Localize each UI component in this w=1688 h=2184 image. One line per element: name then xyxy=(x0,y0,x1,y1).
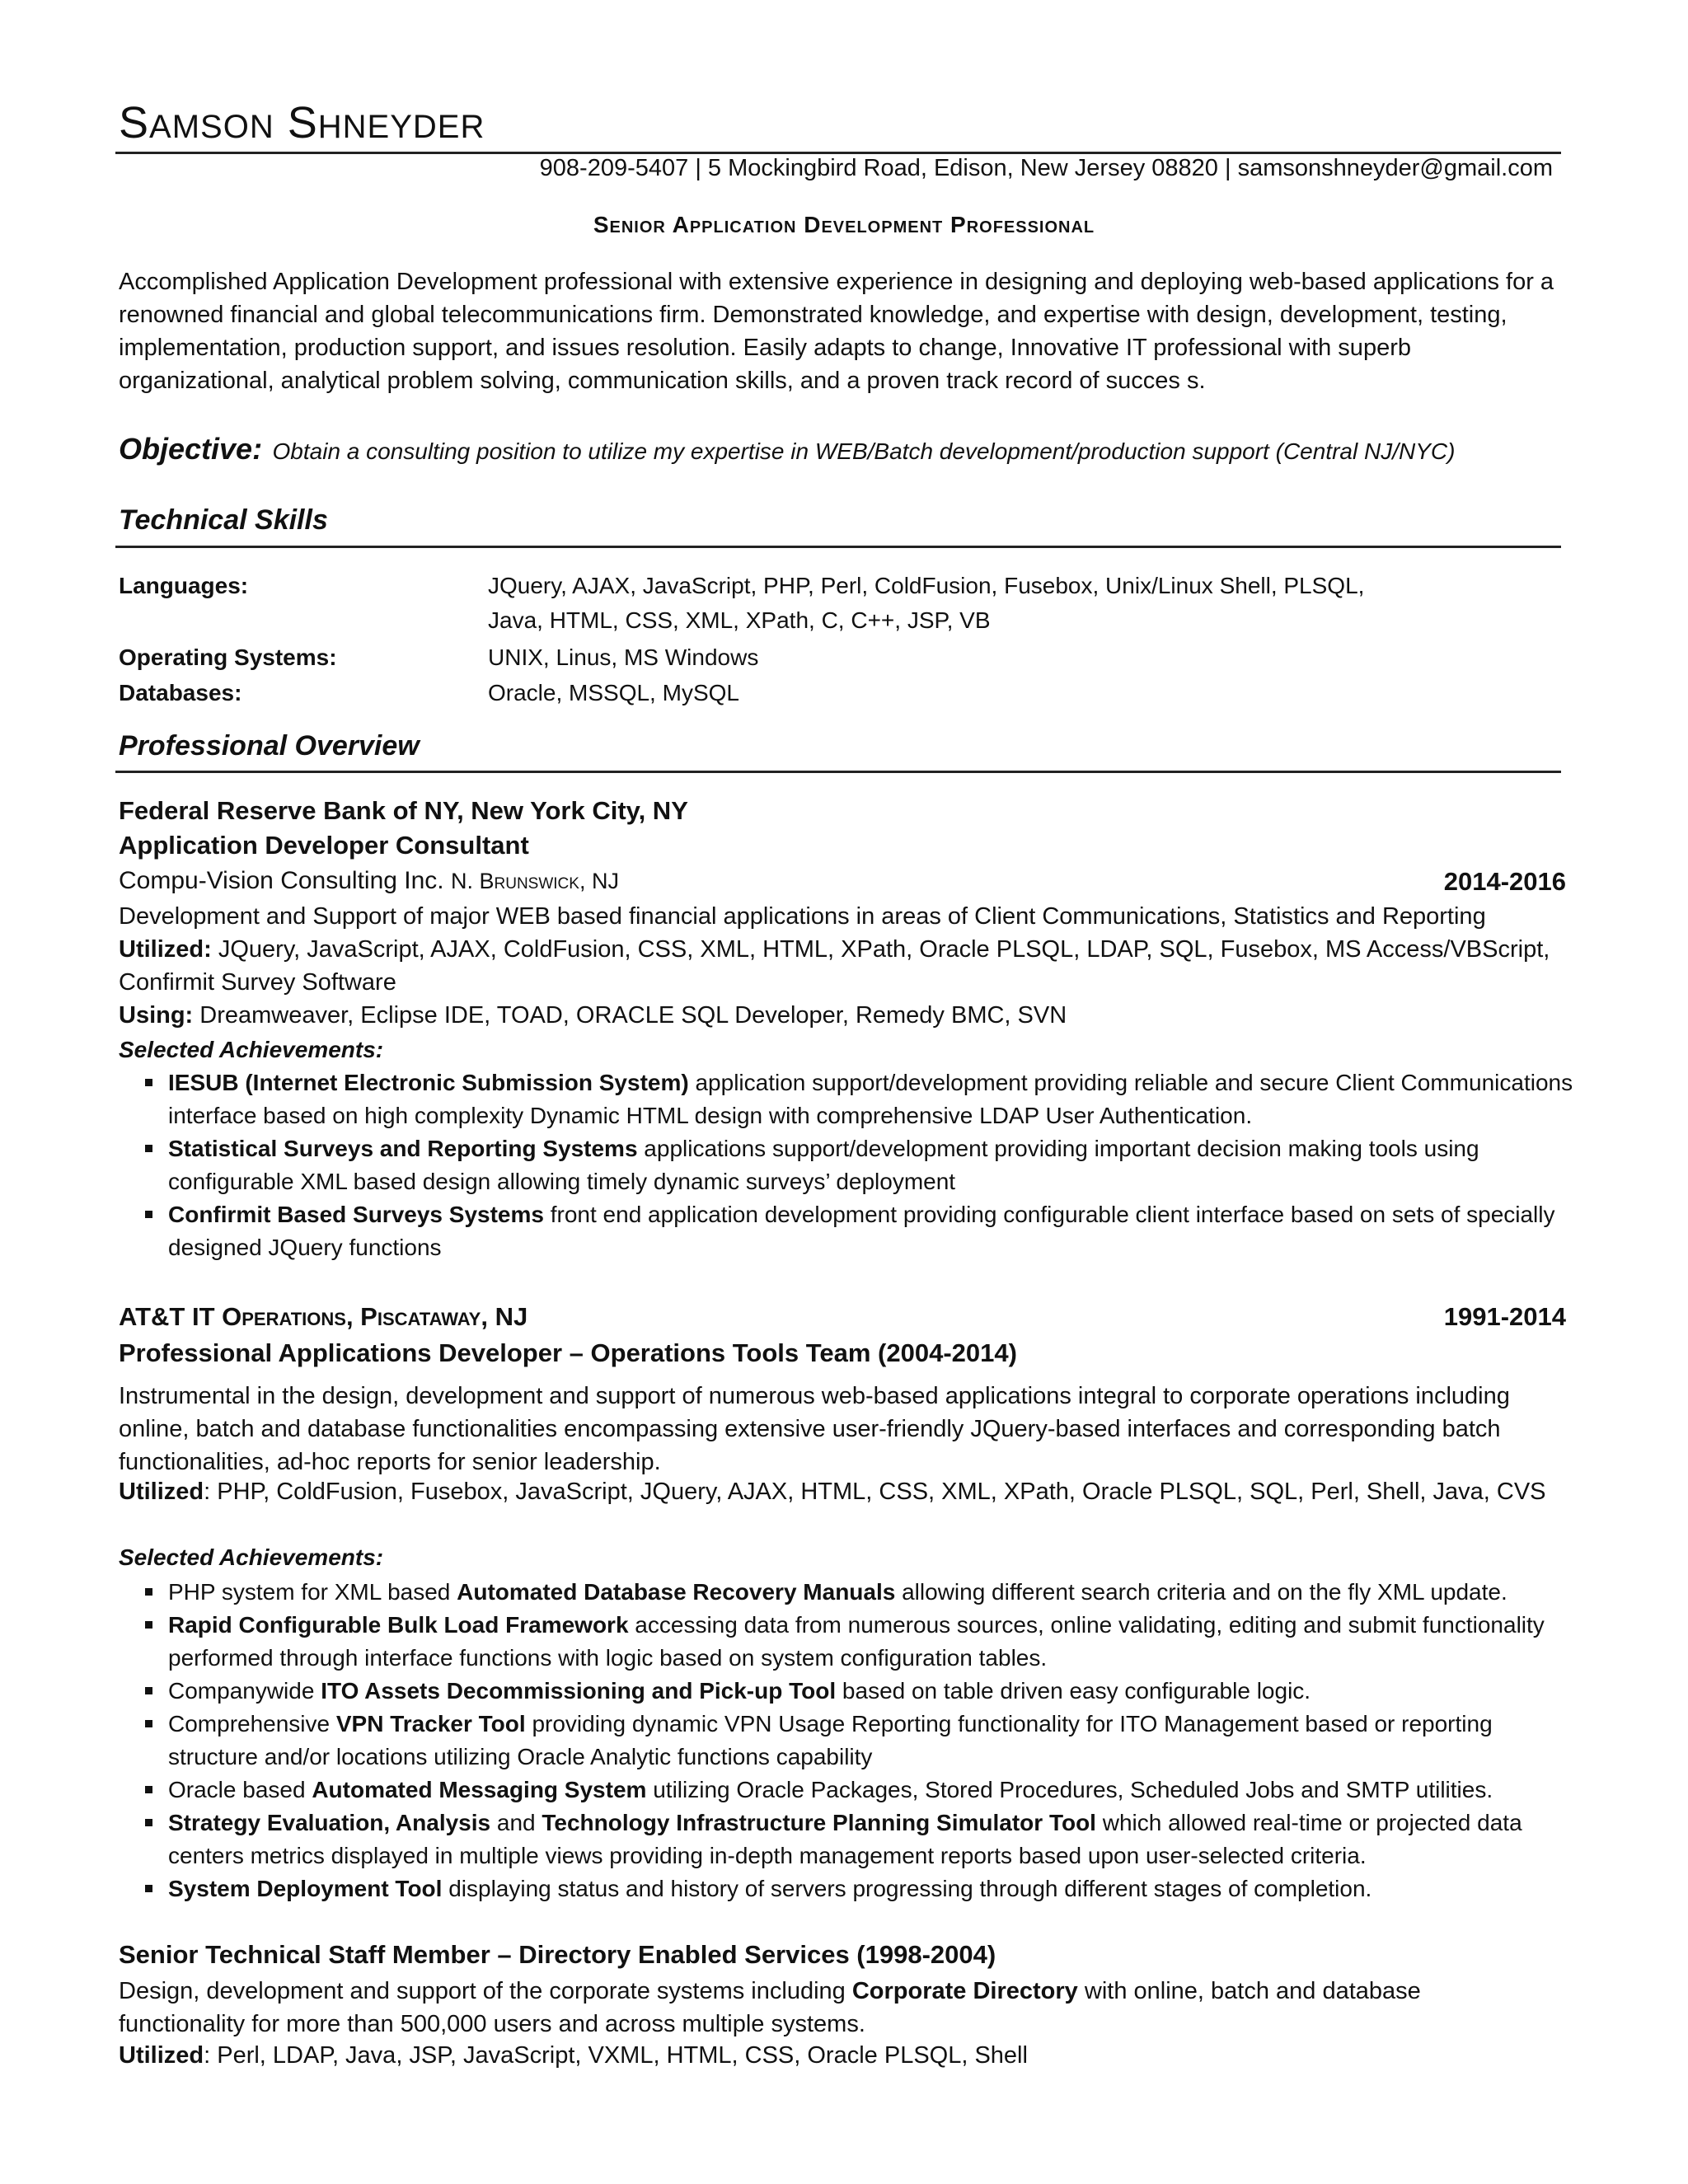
job2-role2-description xyxy=(119,1975,1520,2041)
job2-achievements-label: Selected Achievements: xyxy=(119,1544,384,1570)
achievement-prefix: Companywide xyxy=(168,1678,321,1704)
job2-role: Professional Applications Developer – Operations Tools Team (2004-2014) xyxy=(119,1338,1017,1367)
job1-consultancy: Compu-Vision Consulting Inc. xyxy=(119,867,444,894)
job1-consultancy-location: N. Brunswick, NJ xyxy=(451,869,619,893)
job1-achievements-list xyxy=(145,1066,1579,1264)
achievement-title: ITO Assets Decommissioning and Pick-up Tool xyxy=(321,1678,837,1704)
technical-skills-heading: Technical Skills xyxy=(119,504,328,536)
job2-role-2: Senior Technical Staff Member – Directory Enabled Services (1998-2004) xyxy=(119,1940,996,1969)
achievement-title-2: Technology Infrastructure Planning Simulator Tool xyxy=(542,1810,1096,1835)
job1-utilized-label: Utilized: xyxy=(119,936,212,963)
job2-dates: 1991-2014 xyxy=(1443,1302,1566,1331)
achievement-title: Strategy Evaluation, Analysis xyxy=(168,1810,491,1835)
objective-text: Obtain a consulting position to utilize my expertise in WEB/Batch development/production support (Central NJ/NYC) xyxy=(272,438,1456,464)
name-last-rest: HNEYDER xyxy=(317,109,485,145)
job2-utilized-label: Utilized xyxy=(119,1479,204,1505)
job1-using-label: Using: xyxy=(119,1002,194,1029)
job2-utilized-value: : PHP, ColdFusion, Fusebox, JavaScript, JQuery, AJAX, HTML, CSS, XML, XPath, Oracle PLSQL, SQL, Perl, Shell, Java, CVS xyxy=(204,1479,1546,1505)
professional-overview-heading: Professional Overview xyxy=(119,730,420,762)
job1-utilized-value-1: JQuery, JavaScript, AJAX, ColdFusion, CSS, XML, HTML, XPath, Oracle PLSQL, LDAP, SQL, Fusebox, MS Access/VBScript, xyxy=(218,936,1550,963)
candidate-name xyxy=(119,98,485,148)
os-value: UNIX, Linus, MS Windows xyxy=(488,644,759,670)
achievement-text: utilizing Oracle Packages, Stored Procedures, Scheduled Jobs and SMTP utilities. xyxy=(646,1777,1493,1802)
list-item xyxy=(145,1609,1579,1675)
languages-line-2: Java, HTML, CSS, XML, XPath, C, C++, JSP, VB xyxy=(488,607,991,633)
role2-desc-pre: Design, development and support of the corporate systems including xyxy=(119,1978,852,2004)
achievement-title: System Deployment Tool xyxy=(168,1876,443,1901)
list-item xyxy=(145,1066,1579,1132)
objective xyxy=(119,432,1569,466)
achievement-text: providing dynamic VPN Usage Reporting functionality for ITO Management based or reporting structure and/or locations utilizing Oracle Analytic functions capability xyxy=(168,1711,1493,1769)
os-label: Operating Systems: xyxy=(119,644,337,670)
job2-achievements-list xyxy=(145,1576,1579,1905)
achievement-title: Automated Messaging System xyxy=(312,1777,647,1802)
job1-description: Development and Support of major WEB based financial applications in areas of Client Communications, Statistics and Reporting xyxy=(119,903,1486,930)
objective-label: Objective: xyxy=(119,432,263,466)
db-value: Oracle, MSSQL, MySQL xyxy=(488,680,739,705)
achievement-text: applications support/development providing important decision making tools using configurable XML based design allowing timely dynamic surveys’ deployment xyxy=(168,1136,1479,1194)
list-item xyxy=(145,1132,1579,1198)
list-item xyxy=(145,1872,1579,1905)
job2-utilized-line xyxy=(119,1479,1546,1506)
achievement-text: allowing different search criteria and on the fly XML update. xyxy=(895,1579,1507,1605)
skills-languages-row xyxy=(119,569,1520,638)
achievement-text-2: which allowed real-time or projected data centers metrics displayed in multiple views providing in-depth management reports based upon user-selected criteria. xyxy=(168,1810,1522,1868)
list-item xyxy=(145,1774,1579,1807)
job1-using-line xyxy=(119,1002,1067,1029)
db-label: Databases: xyxy=(119,680,242,705)
job1-role: Application Developer Consultant xyxy=(119,831,529,860)
achievement-text: displaying status and history of servers progressing through different stages of completion. xyxy=(442,1876,1372,1901)
job2-role2-utilized-line xyxy=(119,2042,1028,2069)
achievement-title: Statistical Surveys and Reporting Systems xyxy=(168,1136,638,1161)
job1-utilized-line-2: Confirmit Survey Software xyxy=(119,969,396,996)
languages-label: Languages: xyxy=(119,573,249,598)
summary-paragraph: Accomplished Application Development professional with extensive experience in designing and deploying web-based applications for a renowned financial and global telecommunications firm. Demonstrated knowledge, and expertise with design, development, testing, implementation, production support, and issues resolution. Easily adapts to change, Innovative IT professional with superb organizational, analytical problem solving, communication skills, and a proven track record of succes s. xyxy=(119,269,1554,394)
role2-utilized-label: Utilized xyxy=(119,2042,204,2069)
job1-consultancy-line xyxy=(119,867,619,895)
name-initial-first: S xyxy=(119,98,150,148)
job1-utilized-line-1 xyxy=(119,936,1550,963)
contact-line: 908-209-5407 | 5 Mockingbird Road, Edison, New Jersey 08820 | samsonshneyder@gmail.com xyxy=(539,155,1553,181)
list-item xyxy=(145,1807,1579,1872)
list-item xyxy=(145,1675,1579,1708)
name-initial-last: S xyxy=(287,98,318,148)
job1-using-value: Dreamweaver, Eclipse IDE, TOAD, ORACLE SQL Developer, Remedy BMC, SVN xyxy=(199,1002,1067,1029)
skills-db-row xyxy=(119,676,1520,710)
achievement-text: accessing data from numerous sources, online validating, editing and submit functionality performed through interface functions with logic based on system configuration tables. xyxy=(168,1612,1545,1671)
achievement-title: IESUB (Internet Electronic Submission System) xyxy=(168,1070,689,1095)
header-rule xyxy=(115,152,1561,154)
overview-rule xyxy=(115,771,1561,773)
achievement-prefix: PHP system for XML based xyxy=(168,1579,457,1605)
job1-dates: 2014-2016 xyxy=(1443,867,1566,896)
role2-utilized-value: : Perl, LDAP, Java, JSP, JavaScript, VXML, HTML, CSS, Oracle PLSQL, Shell xyxy=(204,2042,1028,2069)
role2-desc-bold: Corporate Directory xyxy=(851,1978,1078,2004)
achievement-text: front end application development providing configurable client interface based on sets of specially designed JQuery functions xyxy=(168,1202,1555,1260)
role2-desc-post: with online, batch and database functionality for more than 500,000 users and across multiple systems. xyxy=(119,1978,1421,2037)
skills-os-row xyxy=(119,640,1520,675)
professional-title: Senior Application Development Professional xyxy=(593,212,1095,237)
achievement-prefix: Comprehensive xyxy=(168,1711,336,1736)
achievement-text: application support/development providing reliable and secure Client Communications interface based on high complexity Dynamic HTML design with comprehensive LDAP User Authentication. xyxy=(168,1070,1573,1128)
languages-line-1: JQuery, AJAX, JavaScript, PHP, Perl, ColdFusion, Fusebox, Unix/Linux Shell, PLSQL, xyxy=(488,573,1365,598)
achievement-title: Rapid Configurable Bulk Load Framework xyxy=(168,1612,629,1638)
achievement-title: VPN Tracker Tool xyxy=(335,1711,526,1736)
job2-description: Instrumental in the design, development and support of numerous web-based applications integral to corporate operations including online, batch and database functionalities encompassing extensive user-friendly JQuery-based interfaces and corresponding batch functionalities, ad-hoc reports for senior leadership. xyxy=(119,1383,1510,1475)
list-item xyxy=(145,1576,1579,1609)
achievement-text: and xyxy=(490,1810,542,1835)
achievement-prefix: Oracle based xyxy=(168,1777,312,1802)
achievement-text: based on table driven easy configurable logic. xyxy=(836,1678,1311,1704)
list-item xyxy=(145,1708,1579,1774)
list-item xyxy=(145,1198,1579,1264)
name-first-rest: AMSON xyxy=(149,109,274,145)
skills-rule xyxy=(115,546,1561,548)
job1-employer: Federal Reserve Bank of NY, New York City, NY xyxy=(119,796,688,825)
achievement-title: Confirmit Based Surveys Systems xyxy=(168,1202,544,1227)
job2-employer: AT&T IT Operations, Piscataway, NJ xyxy=(119,1302,528,1331)
achievement-title: Automated Database Recovery Manuals xyxy=(457,1579,896,1605)
job1-achievements-label: Selected Achievements: xyxy=(119,1037,384,1062)
